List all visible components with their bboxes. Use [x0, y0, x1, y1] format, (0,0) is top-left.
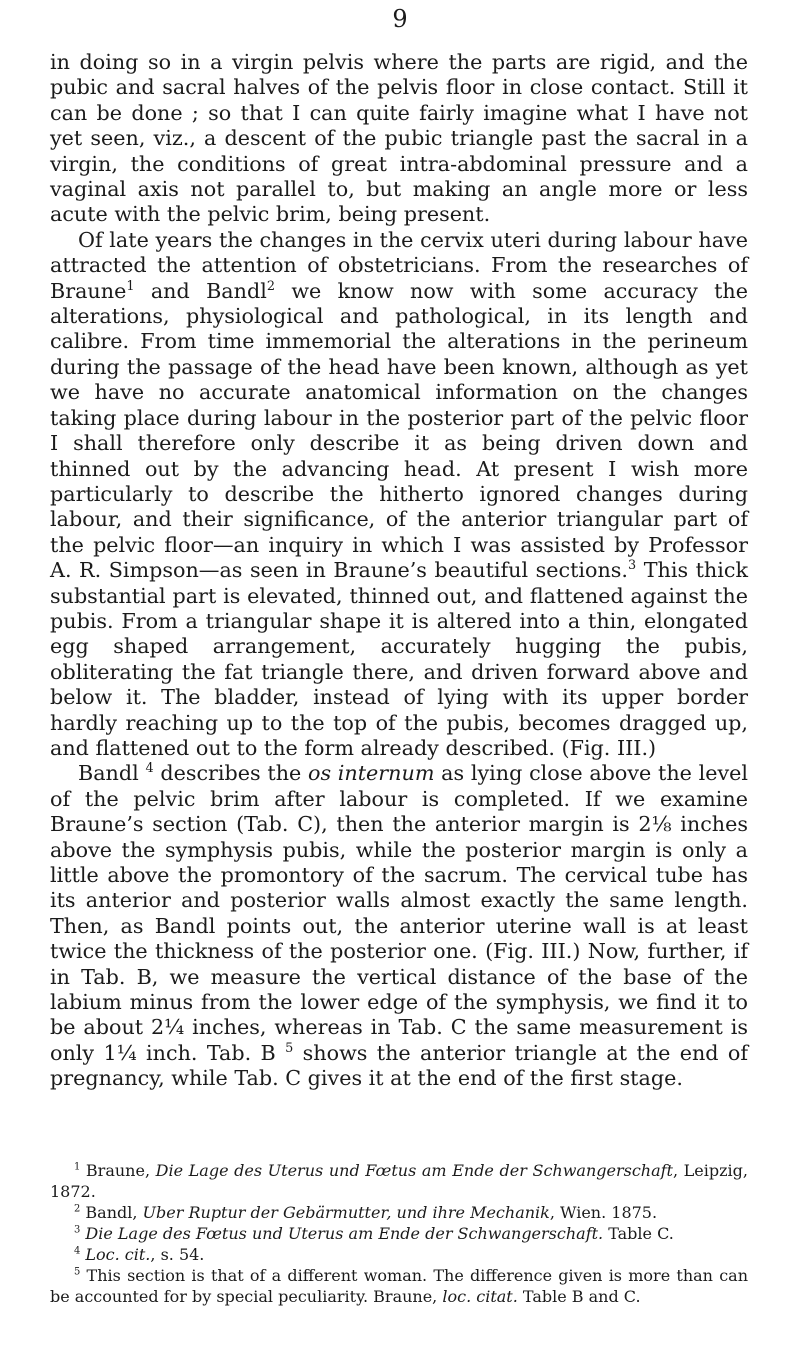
- footnote: [50, 1160, 748, 1202]
- body-text: [50, 50, 748, 1092]
- footnote: [50, 1244, 748, 1265]
- footnote-marker: 1: [74, 1161, 81, 1173]
- paragraph: [50, 50, 748, 228]
- text-run: , Wien. 1875.: [549, 1203, 658, 1222]
- text-run: in doing so in a virgin pelvis where the parts are rigid, and the pubic and sacral halves of the pelvis floor in close contact. Still it can be done ; so that I can quite fairly imagine what I have not yet seen, viz., a descent of the pubic triangle past the sacral in a virgin, the conditions of great intra-abdominal pressure and a vaginal axis not parallel to, but making an angle more or less acute with the pelvic brim, being present.: [50, 50, 748, 227]
- text-run: as lying close above the level of the pelvic brim after labour is completed. If we examine Braune’s section (Tab. C), then the anterior margin is 2⅛ inches above the symphysis pubis, while the posterior margin is only a little above the promontory of the sacrum. The cervical tube has its anterior and posterior walls almost exactly the same length. Then, as Bandl points out, the anterior uterine wall is at least twice the thickness of the posterior one. (Fig. III.) Now, further, if in Tab. B, we measure the vertical distance of the base of the labium minus from the lower edge of the symphysis, we find it to be about 2¼ inches, whereas in Tab. C the same measurement is only 1¼ inch. Tab. B: [50, 761, 749, 1065]
- italic-text: loc. citat.: [442, 1287, 518, 1306]
- footnote-marker: 5: [285, 1040, 294, 1056]
- footnote-marker: 3: [628, 558, 637, 574]
- italic-text: Uber Ruptur der Gebärmutter, und ihre Mechanik: [142, 1203, 550, 1222]
- paragraph: [50, 228, 748, 762]
- text-run: and Bandl: [134, 278, 267, 303]
- text-run: shows the anterior triangle at the end of pregnancy, while Tab. C gives it at the end of the first stage.: [50, 1040, 748, 1091]
- text-run: Table B and C.: [517, 1287, 641, 1306]
- italic-text: Die Lage des Fœtus und Uterus am Ende der Schwangerschaft.: [85, 1224, 604, 1243]
- text-run: Bandl: [78, 761, 146, 786]
- text-run: Bandl,: [80, 1203, 143, 1222]
- paragraph: [50, 761, 748, 1091]
- italic-text: Loc. cit.: [85, 1245, 151, 1264]
- footnote-marker: 2: [266, 278, 275, 294]
- text-run: , Leipzig, 1872.: [50, 1161, 749, 1201]
- footnote-marker: 4: [74, 1245, 81, 1257]
- footnote: [50, 1202, 748, 1223]
- text-run: Braune,: [80, 1161, 156, 1180]
- text-run: This section is that of a different woman. The difference given is more than can be accounted for by special peculiarity. Braune,: [50, 1266, 748, 1306]
- text-run: we know now with some accuracy the alterations, physiological and pathological, in its length and calibre. From time immemorial the alterations in the perineum during the passage of the head have been known, although as yet we have no accurate anatomical information on the changes taking place during labour in the posterior part of the pelvic floor I shall therefore only describe it as being driven down and thinned out by the advancing head. At present I wish more particularly to describe the hitherto ignored changes during labour, and their significance, of the anterior triangular part of the pelvic floor—an inquiry in which I was assisted by Professor A. R. Simpson—as seen in Braune’s beautiful sections.: [50, 278, 748, 583]
- text-run: describes the: [153, 761, 308, 786]
- footnote-marker: 3: [74, 1224, 81, 1236]
- italic-text: os internum: [308, 761, 435, 786]
- text-run: , s. 54.: [150, 1245, 205, 1264]
- footnotes: [50, 1160, 748, 1307]
- footnote-marker: 1: [126, 278, 135, 294]
- text-run: Of late years the changes in the cervix uteri during labour have attracted the attention of obstetricians. From the researches of Braune: [50, 227, 748, 303]
- text-run: This thick substantial part is elevated, thinned out, and flattened against the pubis. From a triangular shape it is altered into a thin, elongated egg shaped arrangement, accurately hugging the pubis, obliterating the fat triangle there, and driven forward above and below it. The bladder, instead of lying with its upper border hardly reaching up to the top of the pubis, becomes dragged up, and flattened out to the form already described. (Fig. III.): [50, 558, 748, 760]
- footnote-marker: 2: [74, 1203, 81, 1215]
- italic-text: Die Lage des Uterus und Fœtus am Ende der Schwangerschaft: [155, 1161, 673, 1180]
- footnote-marker: 4: [145, 761, 154, 777]
- text-run: Table C.: [603, 1224, 674, 1243]
- page-number: 9: [392, 5, 408, 33]
- footnote-marker: 5: [74, 1266, 81, 1278]
- footnote: [50, 1265, 748, 1307]
- footnote: [50, 1223, 748, 1244]
